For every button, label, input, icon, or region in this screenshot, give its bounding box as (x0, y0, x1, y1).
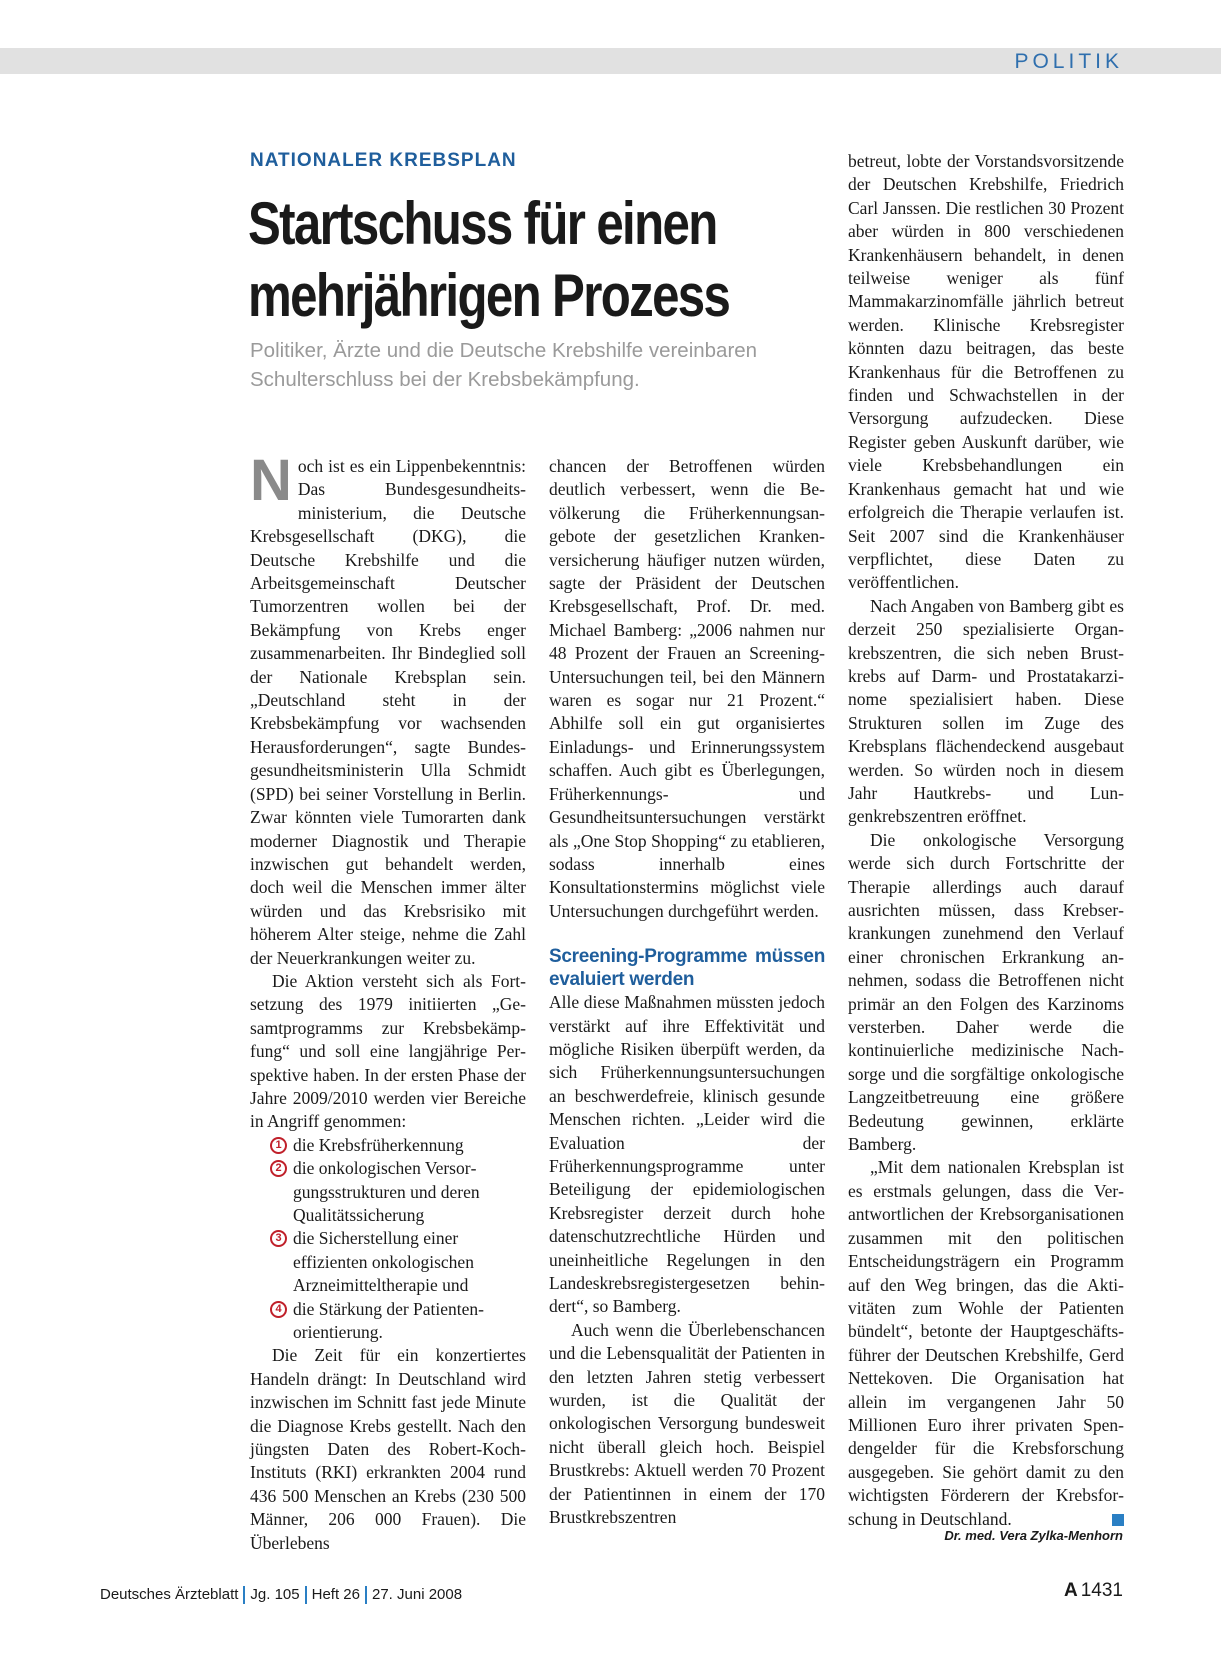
number-circle-icon: 4 (270, 1301, 287, 1318)
paragraph: Auch wenn die Überlebenschancen und die Lebensqualität der Patienten in den letzten Jahren stetig verbessert wurden, ist die Qualität der onkologischen Versorgung bundesweit nicht überall gleich hoch. Beispiel Brustkrebs: Aktuell werden 70 Prozent der Patientinnen in einem der 170 Brustkrebszentren (549, 1319, 825, 1528)
paragraph: Alle diese Maßnahmen müssten jedoch verstärkt auf ihre Effektivität und mögliche Risiken überpüft werden, da sich Früherkennungsuntersuchungen an beschwerdefreie, klinisch gesunde Menschen richten. „Leider wird die Evaluation der Früherkennungsprogramme unter Beteiligung der epidemiologischen Krebsregister derzeit durch hohe datenschutzrechtliche Hürden und uneinheitliche Regelungen in den Landeskrebsregistergesetzen behindert“, so Bamberg. (549, 992, 825, 1317)
drop-cap: N (250, 448, 292, 513)
list-item (250, 1134, 526, 1157)
journal-name: Deutsches Ärzteblatt (100, 1586, 239, 1603)
paragraph (250, 448, 526, 970)
author-byline: Dr. med. Vera Zylka-Menhorn (944, 1528, 1123, 1543)
issue: Heft 26 (311, 1586, 360, 1603)
paragraph-text: „Mit dem nationalen Krebsplan ist es erstmals gelungen, dass die Verantwortlichen der Krebsorganisationen zusammen mit den politischen Entscheidungsträgern ein Programm auf den Weg bringen, das die Aktivitäten zum Wohle der Patienten bündelt“, betonte der Hauptgeschäftsführer der Deutschen Krebshilfe, Gerd Nettekoven. Die Organisation hat allein im vergangenen Jahr 50 Millionen Euro ihrer privaten Spendengelder für die Krebsforschung ausgegeben. Sie gehört damit zu den wichtigsten Förderern der Krebsforschung in Deutschland. (848, 1157, 1124, 1529)
section-label: POLITIK (1014, 50, 1123, 73)
paragraph: Nach Angaben von Bamberg gibt es derzeit 250 spezialisierte Organkrebszentren, die sich neben Brustkrebs auf Darm- und Prostatakarzinome spezialisiert haben. Diese Strukturen sollen im Zuge des Krebsplans flächendeckend ausgebaut werden. So würden noch in diesem Jahr Hautkrebs- und Lungenkrebszentren eröffnet. (848, 595, 1124, 827)
text-column-2 (549, 455, 825, 1529)
article-kicker: NATIONALER KREBSPLAN (250, 150, 517, 171)
divider (305, 1586, 307, 1604)
list-item-text: die onkologischen Versorgungsstrukturen und deren Qualitätssicherung (293, 1158, 480, 1225)
divider (365, 1586, 367, 1604)
list-item-text: die Sicherstellung einer effizienten onkologischen Arzneimitteltherapie und (293, 1228, 474, 1296)
paragraph: Die Aktion versteht sich als Fortsetzung des 1979 initiierten „Gesamtprogramms zur Krebsbekämpfung“ und soll eine langjährige Perspektive haben. In der ersten Phase der Jahre 2009/2010 werden vier Bereiche in Angriff genommen: (250, 970, 526, 1132)
list-item (250, 1227, 526, 1297)
page-number (1064, 1580, 1123, 1602)
list-item-text: die Stärkung der Patientenorientierung. (293, 1298, 484, 1343)
paragraph (848, 1156, 1124, 1531)
paragraph: chancen der Betroffenen würden deutlich verbessert, wenn die Bevölkerung die Früherkennungsangebote der gesetzlichen Krankenversicherung häufiger nutzen würden, sagte der Präsident der Deutschen Krebsgesellschaft, Prof. Dr. med. Michael Bamberg: „2006 nahmen nur 48 Prozent der Frauen an Screening-Untersuchungen teil, bei den Männern waren es sogar nur 21 Prozent.“ Abhilfe soll ein gut organisiertes Einladungs- und Erinnerungssystem schaffen. Auch gibt es Überlegungen, Früherkennungs- und Gesundheitsuntersuchungen verstärkt als „One Stop Shopping“ zu etablieren, sodass innerhalb eines Konsultationstermins möglichst viele Untersuchungen durchgeführt werden. (549, 456, 825, 921)
article-subhead: Politiker, Ärzte und die Deutsche Krebshilfe vereinbaren Schulterschluss bei der Krebsbekämpfung. (250, 339, 758, 391)
paragraph-text: och ist es ein Lippenbekenntnis: Das Bundesgesundheitsministerium, die Deutsche Krebsgesellschaft (DKG), die Deutsche Krebshilfe und die Arbeitsgemeinschaft Deutscher Tumorzentren wollen bei der Bekämpfung von Krebs enger zusammenarbeiten. Ihr Bindeglied soll der Nationale Krebsplan sein. „Deutschland steht in der Krebsbekämpfung vor wachsenden Herausforderungen“, sagte Bundesgesundheitsministerin Ulla Schmidt (SPD) bei seiner Vorstellung in Berlin. Zwar könnten viele Tumorarten dank moderner Diagnostik und Therapie inzwischen gut behandelt werden, doch weil die Menschen immer älter würden und das Krebsrisiko mit höherem Alter steige, nehme die Zahl der Neuerkrankungen weiter zu. (250, 456, 526, 968)
footer-citation (100, 1584, 462, 1606)
number-circle-icon: 2 (270, 1160, 287, 1177)
paragraph: Die Zeit für ein konzertiertes Handeln drängt: In Deutschland wird inzwischen im Schnitt fast jede Minute die Diagnose Krebs gestellt. Nach den jüngsten Daten des Robert-Koch-Instituts (RKI) erkrankten 2004 rund 436 500 Menschen an Krebs (230 500 Männer, 206 000 Frauen). Die Überlebens (250, 1345, 526, 1553)
divider (243, 1586, 245, 1604)
numbered-list (250, 1134, 526, 1345)
page-number-value: 1431 (1080, 1580, 1123, 1601)
number-circle-icon: 3 (270, 1230, 287, 1247)
section-subheading: Screening-Programme müssen evaluiert werden (549, 946, 825, 991)
list-item (250, 1298, 526, 1345)
issue-date: 27. Juni 2008 (372, 1586, 463, 1603)
text-column-1 (250, 448, 526, 1555)
article-headline: Startschuss für einen mehrjährigen Prozess (248, 190, 730, 329)
list-item-text: die Krebsfrüherkennung (293, 1134, 464, 1155)
number-circle-icon: 1 (270, 1137, 287, 1154)
paragraph: betreut, lobte der Vorstandsvorsitzende der Deutschen Krebshilfe, Friedrich Carl Janssen. Die restlichen 30 Prozent aber würden in 800 verschiedenen Krankenhäusern behandelt, in denen teilweise weniger als fünf Mammakarzinomfälle jährlich betreut werden. Klinische Krebsregister könnten dazu beitragen, das beste Krankenhaus für die Betroffenen zu finden und Schwachstellen in der Versorgung aufzudecken. Diese Register geben Auskunft darüber, wie viele Krebsbehandlungen ein Krankenhaus gemacht hat und wie erfolgreich die Therapie verlaufen ist. Seit 2007 sind die Krankenhäuser verpflichtet, diese Daten zu veröffentlichen. (848, 151, 1124, 593)
end-mark-icon (1112, 1514, 1124, 1526)
paragraph: Die onkologische Versorgung werde sich durch Fortschritte der Therapie allerdings auch darauf ausrichten müssen, dass Krebserkrankungen zunehmend den Verlauf einer chronischen Erkrankung annehmen, sodass die Betroffenen nicht primär an den Folgen des Karzinoms versterben. Daher werde die kontinuierliche medizinische Nachsorge und die sorgfältige onkologische Langzeitbetreuung eine größere Bedeutung gewinnen, erklärte Bamberg. (848, 829, 1124, 1155)
volume: Jg. 105 (250, 1586, 300, 1603)
list-item (250, 1157, 526, 1227)
page-prefix: A (1063, 1580, 1078, 1601)
text-column-3 (848, 150, 1124, 1531)
